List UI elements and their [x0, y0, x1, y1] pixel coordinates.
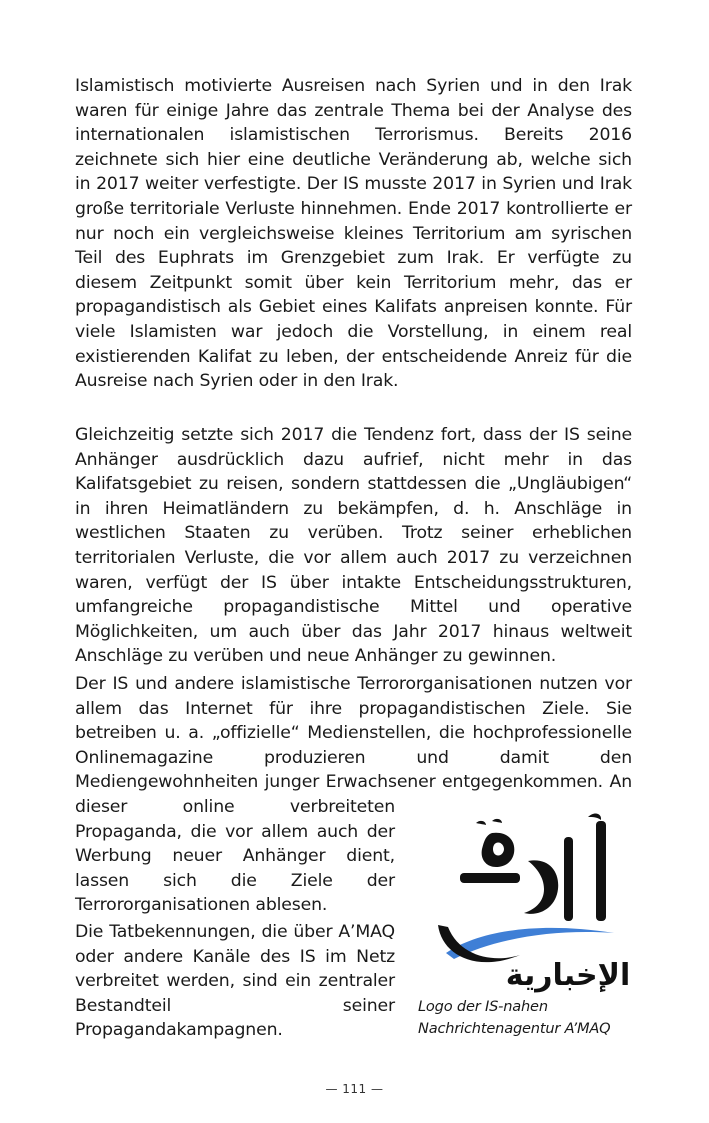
caption-line-2: Nachrichtenagentur A’MAQ [418, 1020, 611, 1037]
paragraph-internet-continued: dieser online verbreiteten Propaganda, die vor allem auch der Werbung neuer Anhänger dient, lassen sich die Ziele der Terrororganisationen ablesen. [75, 796, 395, 916]
paragraph-travel: Islamistisch motivierte Ausreisen nach Syrien und in den Irak waren für einige Jahre das zentrale Thema bei der Analyse des internationalen islamistischen Terrorismus. Bereits 2016 zeichnete sich hier eine deutliche Veränderung ab, welche sich in 2017 weiter verfestigte. Der IS musste 2017 in Syrien und Irak große territoriale Verluste hinnehmen. Ende 2017 kontrollierte er nur noch ein vergleichsweise kleines Territorium am syrischen Teil des Euphrats im Grenzgebiet zum Irak. Er verfügte zu diesem Zeitpunkt somit über kein Territorium mehr, das er propagandistisch als Gebiet eines Kalifats anpreisen konnte. Für viele Islamisten war jedoch die Vorstellung, in einem real existierenden Kalifat zu leben, der entscheidende Anreiz für die Ausreise nach Syrien oder in den Irak. [75, 76, 632, 392]
amaq-logo-image [418, 803, 632, 994]
logo-subtitle-arabic: الإخبارية [505, 958, 631, 993]
caption-line-1: Logo der IS-nahen [418, 998, 548, 1015]
amaq-logo-figure [418, 803, 632, 994]
page-number: — 111 — [325, 1082, 384, 1096]
paragraph-internet-text: Der IS und andere islamistische Terrororganisationen nutzen vor allem das Internet für ihre propagandistischen Ziele. Sie betreiben u. a. „offizielle“ Medienstellen, die hochprofessionelle Onlinemagazine produzieren und damit den Mediengewohnheiten junger Erwachsener entgegenkommen. An [75, 674, 632, 793]
paragraph-amaq: Die Tatbekennungen, die über A’MAQ oder andere Kanäle des IS im Netz verbreitet werden, sind ein zentraler Bestandteil seiner Propagandakampagnen. [75, 922, 395, 1041]
paragraph-attacks: Gleichzeitig setzte sich 2017 die Tendenz fort, dass der IS seine Anhänger ausdrücklich dazu aufrief, nicht mehr in das Kalifatsgebiet zu reisen, sondern stattdessen die „Ungläubigen“ in ihren Heimatländern zu bekämpfen, d. h. Anschläge in westlichen Staaten zu verüben. Trotz seiner erheblichen territorialen Verluste, die vor allem auch 2017 zu verzeichnen waren, verfügt der IS über intakte Entscheidungsstrukturen, umfangreiche propagandistische Mittel und operative Möglichkeiten, um auch über das Jahr 2017 hinaus weltweit Anschläge zu verüben und neue Anhänger zu gewinnen. [75, 425, 632, 667]
figure-caption [418, 996, 658, 1040]
